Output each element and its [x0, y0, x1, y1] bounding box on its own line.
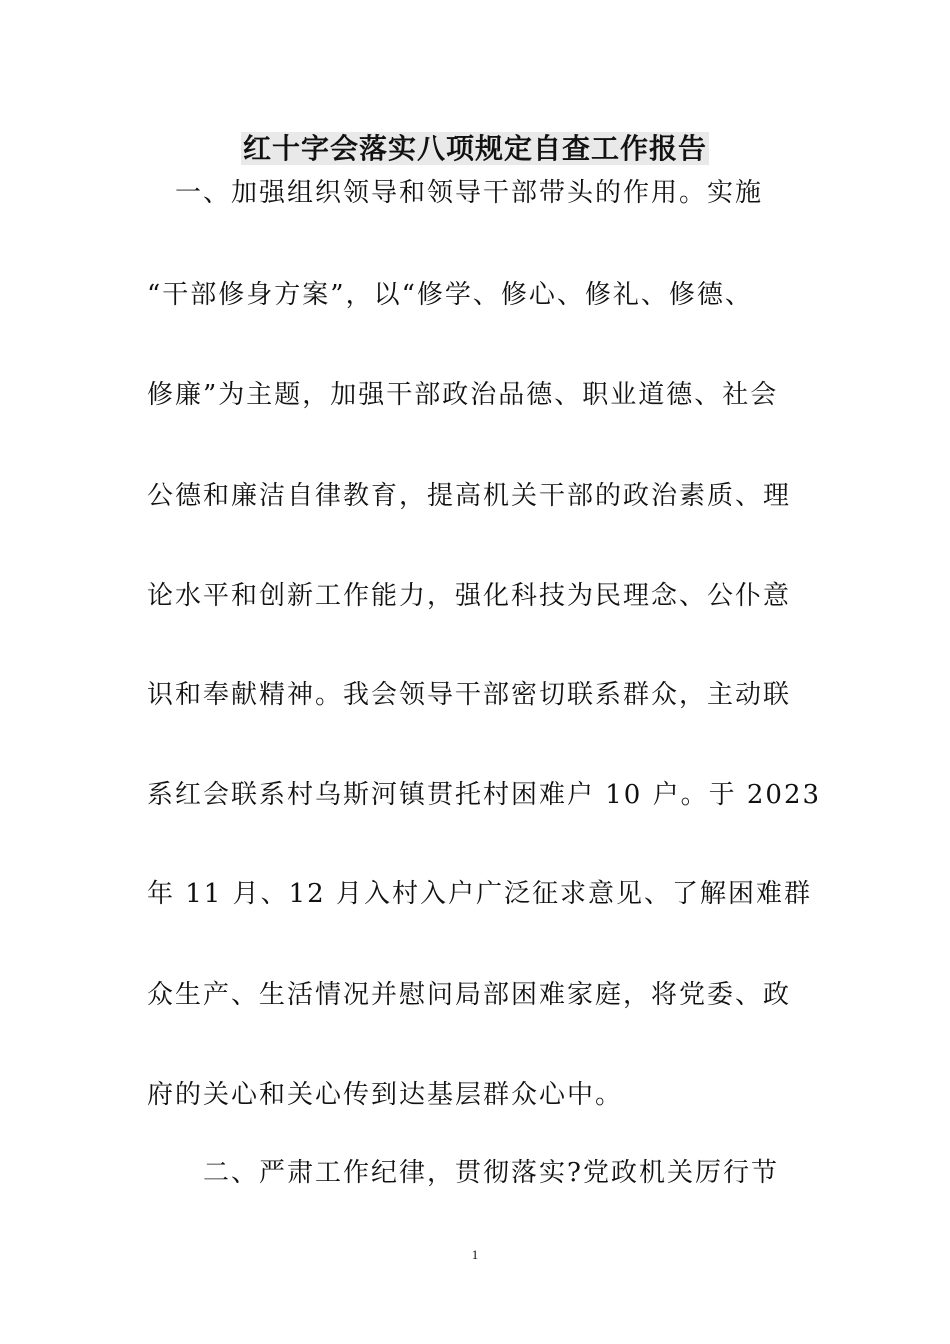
paragraph-1-line-10: 府的关心和关心传到达基层群众心中。: [147, 1080, 624, 1110]
paragraph-1-line-9: 众生产、生活情况并慰问局部困难家庭，将党委、政: [147, 980, 792, 1010]
paragraph-1-line-1: 一、加强组织领导和领导干部带头的作用。实施: [175, 178, 764, 208]
paragraph-1-line-7: 系红会联系村乌斯河镇贯托村困难户 10 户。于 2023: [147, 780, 822, 810]
paragraph-1-line-6: 识和奉献精神。我会领导干部密切联系群众，主动联: [147, 680, 792, 710]
paragraph-1-line-8: 年 11 月、12 月入村入户广泛征求意见、了解困难群: [147, 879, 812, 909]
document-title-text: 红十字会落实八项规定自查工作报告: [242, 132, 707, 165]
page-number: 1: [471, 1247, 479, 1262]
paragraph-1-line-4: 公德和廉洁自律教育，提高机关干部的政治素质、理: [147, 481, 792, 511]
paragraph-1-line-5: 论水平和创新工作能力，强化科技为民理念、公仆意: [147, 581, 792, 611]
paragraph-1-line-3: 修廉”为主题，加强干部政治品德、职业道德、社会: [147, 380, 779, 410]
paragraph-1-line-2: “干部修身方案”，以“修学、修心、修礼、修德、: [147, 280, 753, 310]
paragraph-2-line-1: 二、严肃工作纪律，贯彻落实?党政机关厉行节: [203, 1158, 779, 1188]
document-title: [0, 128, 950, 170]
